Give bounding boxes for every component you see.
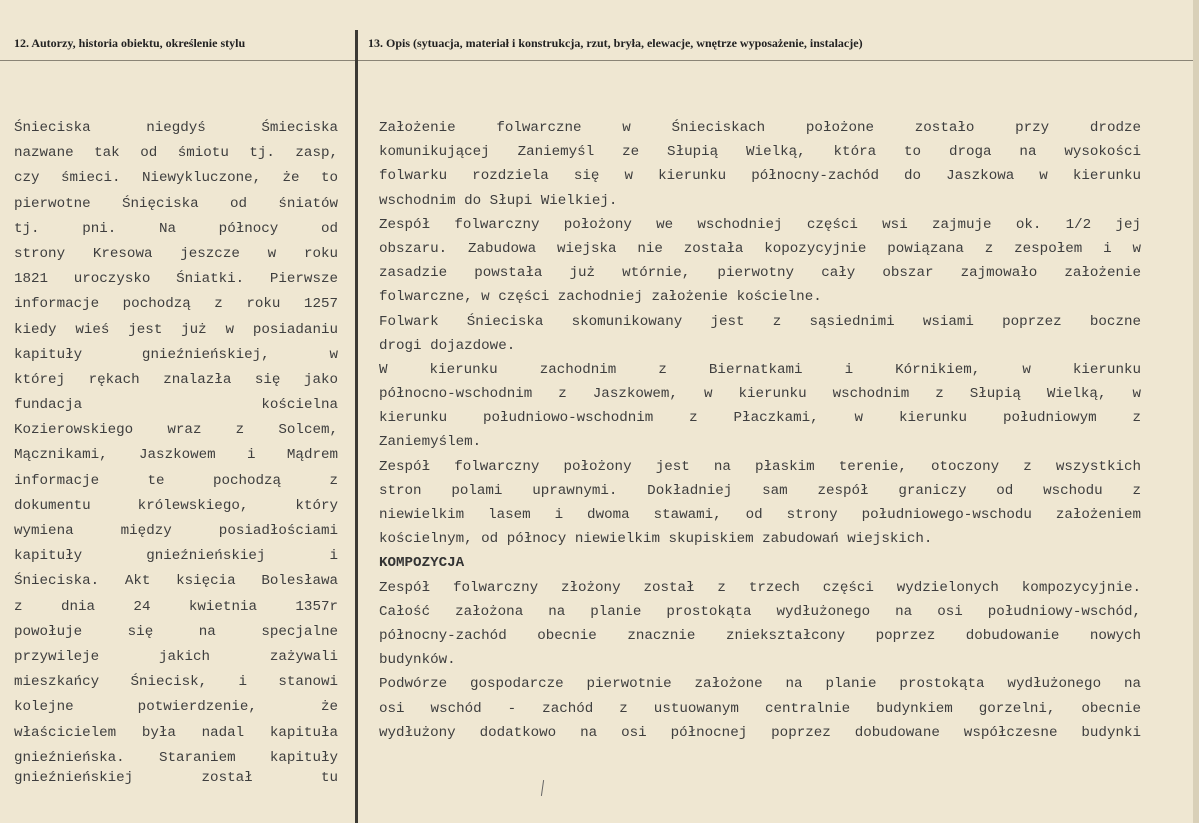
description-line: Folwark Śnieciska skomunikowany jest z sąsiednimi wsiami poprzez boczne (379, 313, 1141, 330)
pen-mark (541, 780, 544, 796)
history-line: właścicielem była nadal kapituła (14, 724, 338, 741)
history-line: pierwotne Śnięciska od śniatów (14, 195, 338, 212)
description-line: północny-zachód obecnie znacznie zniekształcony poprzez dobudowanie nowych (379, 627, 1141, 644)
description-line: komunikującej Zaniemyśl ze Słupią Wielką, która to droga na wysokości (379, 144, 1141, 161)
history-line: gnieźnieńskiej został tu (14, 770, 338, 786)
description-line: wydłużony dodatkowo na osi północnej poprzez dobudowane współczesne budynki (379, 724, 1141, 741)
history-line: Śnieciska niegdyś Śmieciska (14, 120, 338, 136)
history-line: tj. pni. Na północy od (14, 220, 338, 237)
history-line: kolejne potwierdzenie, że (14, 699, 338, 716)
section-12-title: 12. Autorzy, historia obiektu, określenie stylu (14, 36, 246, 50)
section-13-title: 13. Opis (sytuacja, materiał i konstrukcja, rzut, bryła, elewacje, wnętrze wyposażenie, instalacje) (368, 36, 863, 50)
description-line: drogi dojazdowe. (379, 337, 516, 354)
history-line: przywileje jakich zażywali (14, 648, 338, 665)
history-line: czy śmieci. Niewykluczone, że to (14, 170, 338, 187)
history-column (14, 116, 338, 787)
history-line: kapituły gnieźnieńskiej i (14, 548, 338, 565)
history-line: informacje pochodzą z roku 1257 (14, 296, 338, 313)
description-line: zasadzie powstała już wtórnie, pierwotny cały obszar zajmowało założenie (379, 265, 1141, 282)
page-edge (1193, 0, 1199, 823)
history-line: Kozierowskiego wraz z Solcem, (14, 422, 338, 439)
description-line: stron polami uprawnymi. Dokładniej sam zespół graniczy od wschodu z (379, 482, 1141, 499)
history-line: z dnia 24 kwietnia 1357r (14, 598, 338, 615)
description-line: Zespół folwarczny położony jest na płaskim terenie, otoczony z wszystkich (379, 458, 1141, 475)
description-line: Zaniemyślem. (379, 434, 482, 451)
history-line: strony Kresowa jeszcze w roku (14, 245, 338, 262)
history-line: informacje te pochodzą z (14, 472, 338, 489)
history-line: gnieźnieńska. Staraniem kapituły (14, 749, 338, 766)
description-line: osi wschód - zachód z ustuowanym centralnie budynkiem gorzelni, obecnie (379, 700, 1141, 717)
column-divider (355, 30, 358, 823)
history-line: której rękach znalazła się jako (14, 371, 338, 388)
history-line: Mącznikami, Jaszkowem i Mądrem (14, 447, 338, 464)
history-line: mieszkańcy Śniecisk, i stanowi (14, 674, 338, 691)
description-line: folwarku rozdziela się w kierunku północny-zachód do Jaszkowa w kierunku (379, 168, 1141, 185)
history-line: 1821 uroczysko Śniatki. Pierwsze (14, 271, 338, 288)
description-line: kościelnym, od północy niewielkim skupiskiem zabudowań wiejskich. (379, 531, 933, 548)
history-line: Śnieciska. Akt księcia Bolesława (14, 573, 338, 590)
description-line: Podwórze gospodarcze pierwotnie założone na planie prostokąta wydłużonego na (379, 676, 1141, 693)
description-line: Założenie folwarczne w Śnieciskach położone zostało przy drodze (379, 120, 1141, 136)
description-column (379, 116, 1141, 745)
description-line: W kierunku zachodnim z Biernatkami i Kórnikiem, w kierunku (379, 361, 1141, 378)
history-line: kiedy wieś jest już w posiadaniu (14, 321, 338, 338)
header-rule (0, 60, 1199, 61)
description-line: Zespół folwarczny złożony został z trzech części wydzielonych kompozycyjnie. (379, 579, 1141, 596)
description-line: Zespół folwarczny położony we wschodniej części wsi zajmuje ok. 1/2 jej (379, 216, 1141, 233)
description-line: północno-wschodnim z Jaszkowem, w kierunku wschodnim z Słupią Wielką, w (379, 386, 1141, 403)
history-line: nazwane tak od śmiotu tj. zasp, (14, 145, 338, 162)
history-line: powołuje się na specjalne (14, 623, 338, 640)
description-line: kierunku południowo-wschodnim z Płaczkami, w kierunku południowym z (379, 410, 1141, 427)
history-line: dokumentu królewskiego, który (14, 497, 338, 514)
history-line: kapituły gnieźnieńskiej, w (14, 346, 338, 363)
description-line: folwarczne, w części zachodniej założenie kościelne. (379, 289, 822, 306)
history-line: fundacja kościelna (14, 397, 338, 414)
description-line: niewielkim lasem i dwoma stawami, od strony południowego-wschodu założeniem (379, 507, 1141, 523)
history-line: wymiena między posiadłościami (14, 523, 338, 539)
description-line: wschodnim do Słupi Wielkiej. (379, 192, 618, 209)
description-line: budynków. (379, 652, 456, 669)
kompozycja-heading: KOMPOZYCJA (379, 555, 465, 572)
description-line: obszaru. Zabudowa wiejska nie została kopozycyjnie powiązana z zespołem i w (379, 240, 1141, 257)
description-line: Całość założona na planie prostokąta wydłużonego na osi południowy-wschód, (379, 603, 1141, 620)
